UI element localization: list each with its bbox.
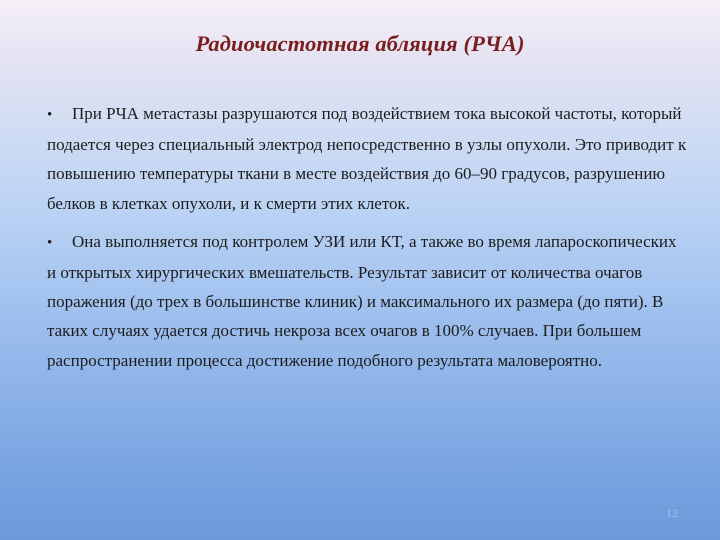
bullet-icon: • xyxy=(47,234,53,251)
bullet-icon: • xyxy=(47,107,53,123)
paragraph-2-text: Она выполняется под контролем УЗИ или КТ, а также во время лапароскопических и открытых хирургических вмешательств. Результат зависит от количества очагов поражения (до трех в большинстве клиник) и максимального их размера (до пяти). В таких случаях удается достичь некроза всех очагов в 100% случаев. При большем распространении процесса достижение подобного результата маловероятно. xyxy=(47,231,677,370)
paragraph-1 xyxy=(47,99,687,218)
paragraph-1-text: При РЧА метастазы разрушаются под воздействием тока высокой частоты, который подается через специальный электрод непосредственно в узлы опухоли. Это приводит к повышению температуры ткани в месте воздействия до 60–90 градусов, разрушению белков в клетках опухоли, и к смерти этих клеток. xyxy=(47,104,687,213)
slide-body xyxy=(47,99,687,384)
page-number: 12 xyxy=(666,506,678,520)
paragraph-2 xyxy=(47,227,687,375)
slide-title: Радиочастотная абляция (РЧА) xyxy=(195,31,525,56)
